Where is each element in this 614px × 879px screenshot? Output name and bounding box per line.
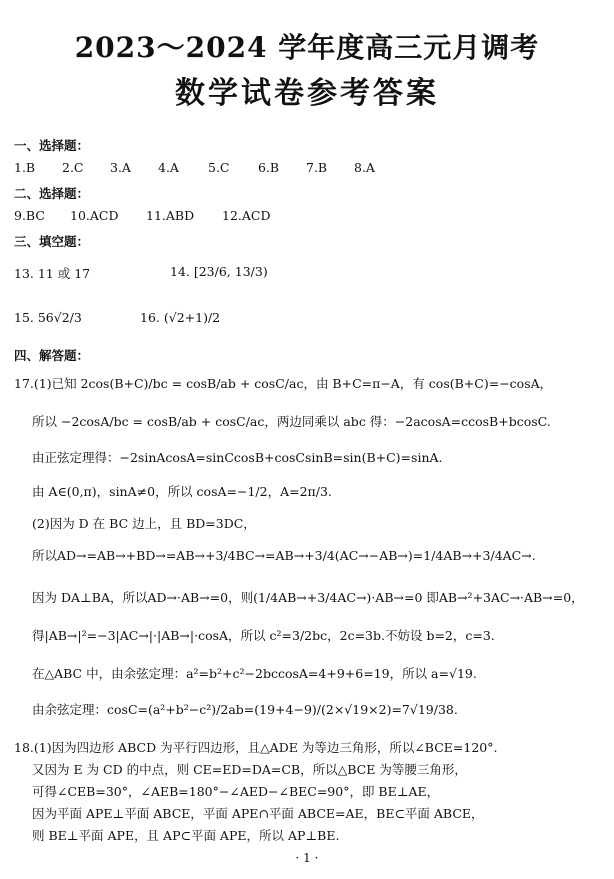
solution-line: 由余弦定理：cosC=(a²+b²−c²)/2ab=(19+4−9)/(2×√19×2)=7√19/38. <box>32 702 458 717</box>
fill-answer-13: 13. 11 或 17 <box>14 266 91 281</box>
answer-item: 8.A <box>354 160 375 175</box>
section3-heading: 三、填空题： <box>14 234 90 249</box>
solution-line: 18.(1)因为四边形 ABCD 为平行四边形，且△ADE 为等边三角形，所以∠BCE=120°. <box>14 740 498 755</box>
fill-answer-15: 15. 56√2/3 <box>14 310 82 325</box>
section2-heading: 二、选择题： <box>14 186 90 201</box>
solution-line: 则 BE⊥平面 APE，且 AP⊂平面 APE，所以 AP⊥BE. <box>32 828 340 843</box>
answer-item: 11.ABD <box>146 208 195 223</box>
answer-item: 12.ACD <box>222 208 271 223</box>
fill-answer-16: 16. (√2+1)/2 <box>140 310 221 325</box>
answer-item: 10.ACD <box>70 208 119 223</box>
solution-line: (2)因为 D 在 BC 边上，且 BD=3DC， <box>32 516 256 531</box>
answer-item: 4.A <box>158 160 179 175</box>
answer-item: 5.C <box>208 160 230 175</box>
answer-item: 6.B <box>258 160 280 175</box>
section4-heading: 四、解答题： <box>14 348 90 363</box>
fill-answer-14: 14. [23/6, 13/3) <box>170 264 268 279</box>
answer-item: 2.C <box>62 160 84 175</box>
answer-item: 7.B <box>306 160 328 175</box>
solution-line: 所以 −2cosA/bc = cosB/ab + cosC/ac，两边同乘以 abc 得：−2acosA=ccosB+bcosC. <box>32 414 551 429</box>
section1-heading: 一、选择题： <box>14 138 90 153</box>
solution-line: 又因为 E 为 CD 的中点，则 CE=ED=DA=CB，所以△BCE 为等腰三角形， <box>32 762 467 777</box>
solution-line: 可得∠CEB=30°，∠AEB=180°−∠AED−∠BEC=90°，即 BE⊥AE， <box>32 784 440 799</box>
page-number: · 1 · <box>295 851 319 865</box>
solution-line: 由正弦定理得：−2sinAcosA=sinCcosB+cosCsinB=sin(B+C)=sinA. <box>32 450 443 465</box>
solution-line: 17.(1)已知 2cos(B+C)/bc = cosB/ab + cosC/ac，由 B+C=π−A，有 cos(B+C)=−cosA， <box>14 376 553 391</box>
solution-line: 因为 DA⊥BA，所以AD→·AB→=0，则(1/4AB→+3/4AC→)·AB→=0 即AB→²+3AC→·AB→=0， <box>32 590 584 605</box>
solution-line: 得|AB→|²=−3|AC→|·|AB→|·cosA，所以 c²=3/2bc，2c=3b.不妨设 b=2，c=3. <box>32 628 495 643</box>
answer-item: 1.B <box>14 160 36 175</box>
answer-item: 3.A <box>110 160 131 175</box>
solution-line: 由 A∈(0,π)，sinA≠0，所以 cosA=−1/2，A=2π/3. <box>32 484 332 499</box>
solution-line: 所以AD→=AB→+BD→=AB→+3/4BC→=AB→+3/4(AC→−AB→)=1/4AB→+3/4AC→. <box>32 548 536 563</box>
doc-title-line2: 数学试卷参考答案 <box>175 76 439 111</box>
doc-title-line1: 2023～2024 学年度高三元月调考 <box>74 31 540 64</box>
solution-line: 因为平面 APE⊥平面 ABCE，平面 APE∩平面 ABCE=AE，BE⊂平面 ABCE， <box>32 806 484 821</box>
answer-item: 9.BC <box>14 208 45 223</box>
solution-line: 在△ABC 中，由余弦定理：a²=b²+c²−2bccosA=4+9+6=19，所以 a=√19. <box>32 666 477 681</box>
